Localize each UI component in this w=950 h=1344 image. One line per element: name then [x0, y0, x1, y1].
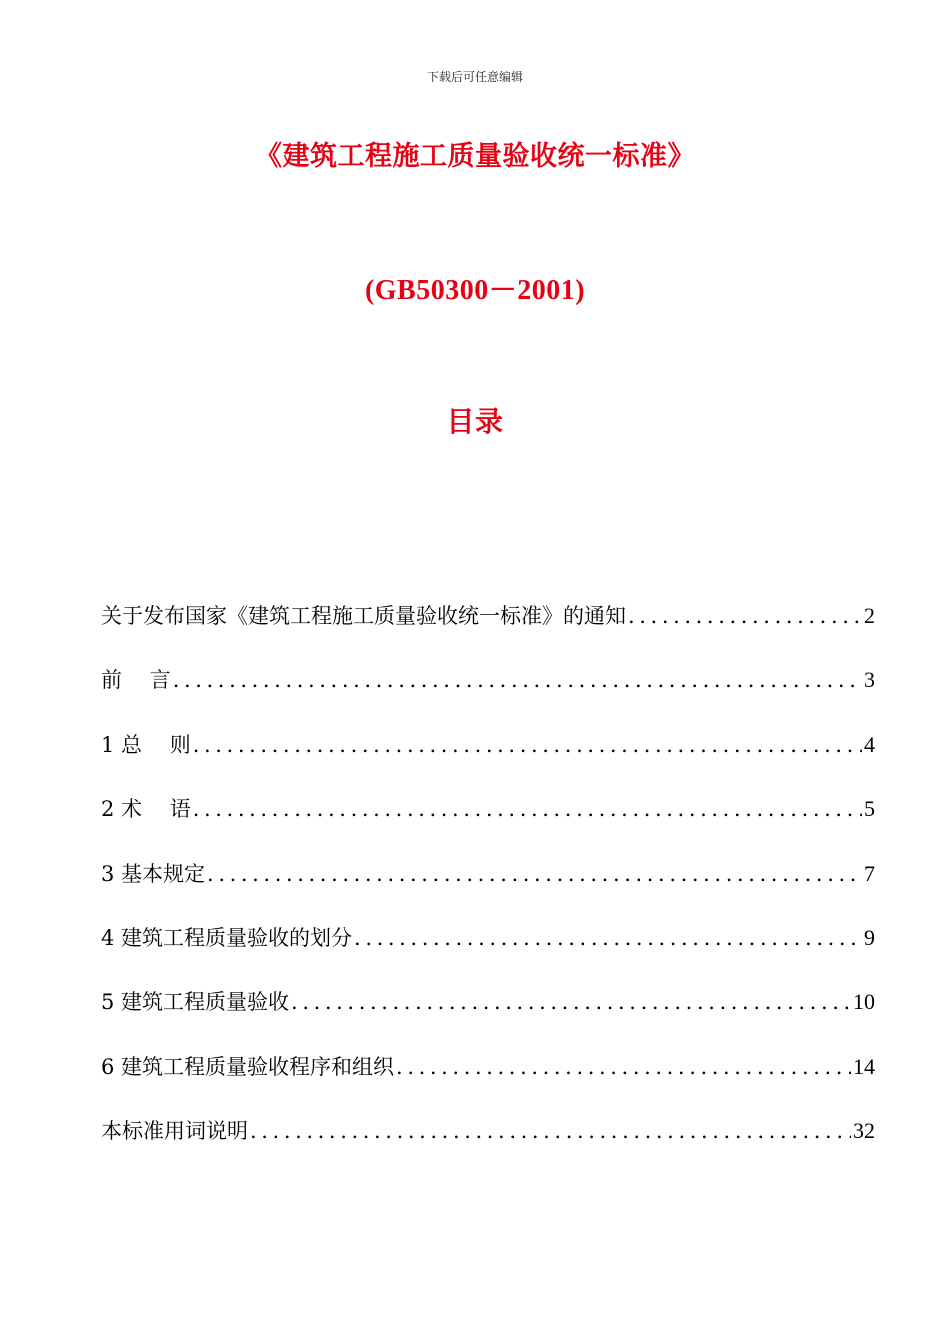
toc-dot-leader — [628, 604, 862, 628]
toc-entry-terms[interactable] — [101, 793, 875, 857]
toc-entry-page: 9 — [864, 924, 875, 950]
toc-entry-page: 5 — [864, 796, 875, 822]
toc-dot-leader — [396, 1055, 851, 1079]
toc-entry-wording[interactable] — [101, 1115, 875, 1179]
toc-entry-label: 1 总 则 — [101, 732, 191, 757]
toc-entry-page: 32 — [853, 1118, 875, 1144]
toc-entry-label: 6 建筑工程质量验收程序和组织 — [101, 1054, 395, 1079]
document-title: 《建筑工程施工质量验收统一标准》 — [255, 141, 695, 172]
toc-entry-label: 4 建筑工程质量验收的划分 — [101, 925, 353, 950]
toc-entry-basic-rules[interactable] — [101, 858, 875, 922]
toc-entry-page: 2 — [864, 603, 875, 628]
toc-entry-page: 4 — [864, 731, 875, 757]
toc-entry-division[interactable] — [101, 922, 875, 986]
toc-entry-label: 前 言 — [101, 668, 171, 693]
toc-entry-procedure[interactable] — [101, 1051, 875, 1115]
toc-entry-page: 3 — [864, 667, 875, 693]
toc-entry-label: 关于发布国家《建筑工程施工质量验收统一标准》的通知 — [101, 604, 626, 628]
toc-entry-label: 5 建筑工程质量验收 — [101, 990, 290, 1015]
toc-dot-leader — [173, 668, 862, 692]
table-of-contents — [101, 600, 875, 1180]
header-note: 下载后可任意编辑 — [426, 70, 523, 84]
toc-entry-label: 本标准用词说明 — [101, 1119, 248, 1144]
standard-code: (GB50300－2001) — [364, 275, 586, 306]
toc-dot-leader — [354, 926, 862, 950]
toc-entry-preface[interactable] — [101, 664, 875, 728]
toc-entry-label: 3 基本规定 — [101, 861, 206, 886]
toc-dot-leader — [291, 990, 851, 1014]
toc-entry-acceptance[interactable] — [101, 986, 875, 1050]
toc-dot-leader — [193, 733, 862, 757]
toc-entry-page: 10 — [853, 989, 875, 1015]
toc-dot-leader — [193, 797, 862, 821]
toc-dot-leader — [250, 1119, 851, 1143]
toc-entry-label: 2 术 语 — [101, 797, 191, 822]
toc-heading: 目录 — [446, 405, 504, 438]
toc-dot-leader — [207, 862, 862, 886]
toc-entry-page: 7 — [864, 860, 875, 886]
toc-entry-page: 14 — [853, 1053, 875, 1079]
toc-entry-general[interactable] — [101, 729, 875, 793]
toc-entry-notice[interactable] — [101, 600, 875, 664]
